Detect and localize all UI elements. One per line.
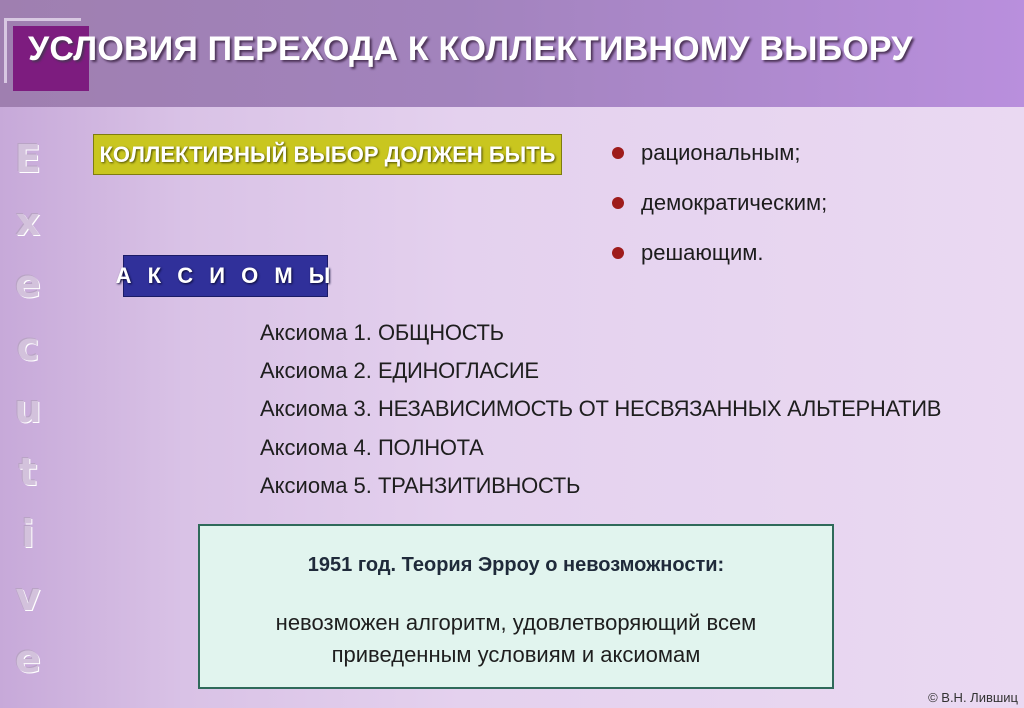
axiom-number: Аксиома 4. [260, 434, 372, 460]
axioms-heading: А К С И О М Ы [115, 263, 336, 288]
axiom-item [260, 390, 941, 428]
list-item [612, 128, 827, 178]
axiom-item [260, 467, 941, 505]
watermark-letter: e [15, 262, 41, 306]
list-item [612, 178, 827, 228]
axiom-list [260, 314, 941, 505]
axiom-number: Аксиома 3. [260, 396, 372, 422]
requirement-text: демократическим; [641, 190, 828, 215]
copyright-note: © В.Н. Лившиц [928, 690, 1018, 705]
watermark-letter: x [15, 199, 41, 244]
axiom-name: НЕЗАВИСИМОСТЬ ОТ НЕСВЯЗАННЫХ АЛЬТЕРНАТИВ [378, 396, 942, 422]
arrow-theorem-body [200, 607, 832, 671]
axiom-item [260, 314, 941, 352]
collective-choice-box [93, 134, 562, 175]
header-bar [0, 0, 1024, 107]
axiom-name: ПОЛНОТА [378, 434, 484, 460]
arrow-theorem-box [198, 524, 834, 689]
arrow-theorem-title: 1951 год. Теория Эрроу о невозможности: [307, 554, 725, 576]
collective-choice-label: КОЛЛЕКТИВНЫЙ ВЫБОР ДОЛЖЕН БЫТЬ [99, 141, 556, 167]
bullet-icon [612, 247, 624, 259]
arrow-theorem-line: невозможен алгоритм, удовлетворяющий всем [275, 610, 757, 635]
bullet-icon [612, 197, 624, 209]
axiom-name: ТРАНЗИТИВНОСТЬ [378, 472, 581, 498]
axiom-item [260, 352, 941, 390]
bullet-icon [612, 147, 624, 159]
arrow-theorem-line: приведенным условиям и аксиомам [331, 642, 701, 667]
requirements-list [612, 128, 827, 278]
watermark-letter: c [16, 324, 40, 369]
vertical-watermark-word [2, 128, 54, 691]
slide-title: УСЛОВИЯ ПЕРЕХОДА К КОЛЛЕКТИВНОМУ ВЫБОРУ [28, 30, 913, 68]
watermark-letter: t [18, 449, 38, 494]
watermark-letter: E [15, 137, 41, 181]
watermark-letter: u [14, 387, 42, 431]
list-item [612, 228, 827, 278]
requirement-text: рациональным; [641, 140, 801, 165]
axiom-number: Аксиома 2. [260, 358, 372, 384]
watermark-letter: i [21, 512, 35, 556]
axiom-name: ЕДИНОГЛАСИЕ [378, 358, 539, 384]
axiom-name: ОБЩНОСТЬ [378, 320, 504, 345]
axiom-item [260, 429, 941, 467]
axiom-number: Аксиома 1. [260, 320, 372, 345]
requirement-text: решающим. [641, 240, 764, 265]
watermark-letter: e [15, 637, 41, 681]
watermark-letter: v [15, 574, 41, 619]
axioms-heading-box [115, 255, 336, 297]
axiom-number: Аксиома 5. [260, 472, 372, 498]
